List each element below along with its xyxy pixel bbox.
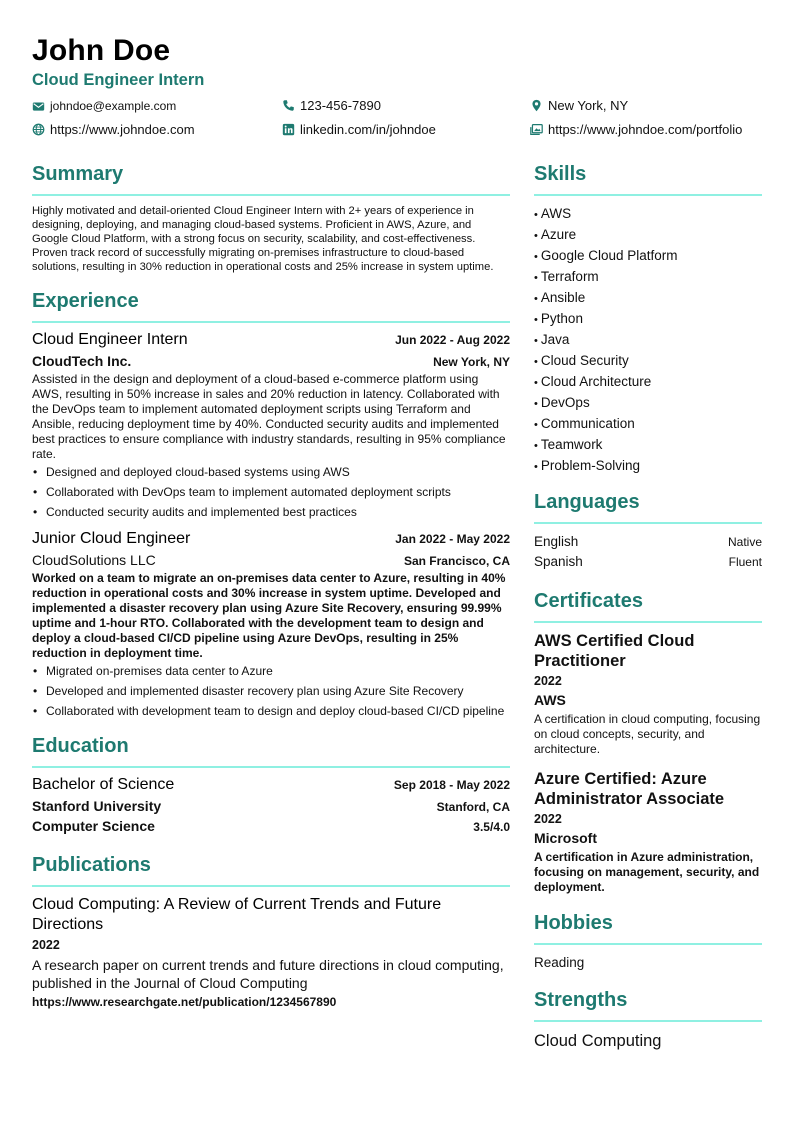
certificate-issuer: AWS: [534, 692, 566, 708]
bullet-icon: •: [534, 251, 541, 263]
skill-item: [534, 393, 762, 414]
bullet-icon: •: [534, 377, 541, 389]
certificate-title: Azure Certified: Azure Administrator Associate: [534, 770, 725, 808]
section-divider: [534, 522, 762, 524]
skills-list: [534, 204, 762, 477]
education-section: [32, 732, 510, 834]
language-name: Spanish: [534, 554, 583, 569]
skill-item: [534, 288, 762, 309]
experience-section: [32, 287, 510, 719]
skill-label: Teamwork: [540, 437, 603, 452]
section-divider: [32, 885, 510, 887]
section-divider: [534, 1020, 762, 1022]
skill-item: [534, 309, 762, 330]
left-column: [32, 160, 510, 1009]
contact-portfolio[interactable]: https://www.johndoe.com/portfolio: [530, 122, 742, 137]
list-item: • Migrated on-premises data center to Azure: [46, 664, 510, 679]
skill-item: [534, 246, 762, 267]
certificate-entry: [534, 631, 762, 757]
section-title: Summary: [32, 163, 124, 185]
section-title: Strengths: [534, 989, 628, 1011]
bullet-icon: •: [534, 419, 541, 431]
job-bullets: [32, 465, 510, 520]
skill-item: [534, 372, 762, 393]
school-location: Stanford, CA: [436, 800, 510, 814]
bullet-icon: •: [534, 440, 541, 452]
summary-section: [32, 160, 510, 274]
publications-section: [32, 851, 510, 1009]
contact-website[interactable]: https://www.johndoe.com: [32, 122, 195, 137]
degree: Bachelor of Science: [32, 776, 175, 793]
certificate-year: 2022: [534, 674, 562, 688]
summary-text: Highly motivated and detail-oriented Cloud Engineer Intern with 2+ years of experience in designing, deploying, and managing cloud-based systems. Proficient in AWS, Azure, and Google Cloud Platform, with a strong focus on security, scalability, and cost-effectiveness. Proven track record of successfully migrating on-premises infrastructure to cloud-based solutions, resulting in 30% reduction in operational costs and 25% increase in system uptime.: [32, 205, 494, 273]
bullet-icon: •: [534, 461, 541, 473]
bullet-icon: •: [534, 209, 541, 221]
certificate-year: 2022: [534, 812, 562, 826]
publication-title: Cloud Computing: A Review of Current Trends and Future Directions: [32, 896, 442, 933]
skill-label: Python: [540, 311, 583, 326]
right-column: [534, 160, 762, 1052]
bullet-icon: •: [534, 314, 541, 326]
contact-linkedin[interactable]: linkedin.com/in/johndoe: [282, 122, 436, 137]
hobbies-section: [534, 909, 762, 973]
skill-label: DevOps: [540, 395, 590, 410]
skill-label: Communication: [540, 416, 635, 431]
list-item: • Collaborated with DevOps team to implement automated deployment scripts: [46, 485, 510, 500]
school-name: Stanford University: [32, 798, 162, 814]
portfolio-icon: [530, 123, 543, 136]
certificate-description: A certification in cloud computing, focusing on cloud concepts, security, and architecture.: [534, 712, 761, 756]
skill-label: Cloud Architecture: [540, 374, 652, 389]
strengths-section: [534, 986, 762, 1052]
phone-icon: [282, 99, 295, 112]
section-divider: [32, 194, 510, 196]
bullet-icon: •: [534, 356, 541, 368]
contact-email[interactable]: johndoe@example.com: [32, 99, 176, 113]
language-level: Fluent: [728, 555, 762, 569]
bullet-icon: •: [534, 335, 541, 347]
job-bullets: [32, 664, 510, 719]
section-divider: [534, 194, 762, 196]
skill-label: AWS: [540, 206, 572, 221]
hobby-item: Reading: [534, 955, 585, 970]
bullet-icon: •: [534, 398, 541, 410]
certificate-entry: [534, 769, 762, 895]
envelope-icon: [32, 100, 45, 113]
publication-description: A research paper on current trends and future directions in cloud computing, published in the Journal of Cloud Computing: [32, 957, 504, 991]
section-title: Certificates: [534, 590, 643, 612]
skill-item: [534, 414, 762, 435]
job-dates: Jun 2022 - Aug 2022: [395, 333, 510, 347]
skill-label: Google Cloud Platform: [540, 248, 678, 263]
linkedin-icon: [282, 123, 295, 136]
job-company: CloudTech Inc.: [32, 353, 132, 369]
job-entry: [32, 530, 510, 719]
certificate-description: A certification in Azure administration, focusing on management, security, and deployment.: [534, 850, 760, 894]
section-divider: [534, 621, 762, 623]
contact-phone[interactable]: 123-456-7890: [282, 98, 381, 113]
section-title: Publications: [32, 854, 151, 876]
skill-item: [534, 225, 762, 246]
job-description: Assisted in the design and deployment of a cloud-based e-commerce platform using AWS, resulting in 50% increase in sales and 20% reduction in latency. Collaborated with the DevOps team to implement automated deployment scripts using Terraform and Ansible, reducing deployment time by 40%. Conducted security audits and implemented best practices to ensure compliance with industry standards, resulting in 95% compliance rate.: [32, 372, 506, 461]
skill-item: [534, 330, 762, 351]
skill-label: Ansible: [540, 290, 586, 305]
gpa: 3.5/4.0: [473, 820, 510, 834]
globe-icon: [32, 123, 45, 136]
education-dates: Sep 2018 - May 2022: [393, 778, 510, 792]
field-of-study: Computer Science: [32, 818, 155, 834]
section-divider: [534, 943, 762, 945]
publication-year: 2022: [32, 938, 60, 952]
job-dates: Jan 2022 - May 2022: [395, 532, 510, 546]
job-title: Junior Cloud Engineer: [32, 530, 191, 547]
candidate-role: Cloud Engineer Intern: [32, 71, 205, 89]
section-divider: [32, 321, 510, 323]
list-item: • Developed and implemented disaster recovery plan using Azure Site Recovery: [46, 684, 510, 699]
section-title: Skills: [534, 163, 587, 185]
bullet-icon: •: [534, 293, 541, 305]
skill-label: Problem-Solving: [540, 458, 640, 473]
job-company: CloudSolutions LLC: [32, 552, 156, 568]
job-location: San Francisco, CA: [403, 554, 510, 568]
job-title: Cloud Engineer Intern: [32, 331, 188, 348]
skill-item: [534, 435, 762, 456]
skill-label: Terraform: [540, 269, 599, 284]
bullet-icon: •: [534, 230, 541, 242]
certificates-section: [534, 587, 762, 895]
certificate-issuer: Microsoft: [534, 830, 597, 846]
languages-section: [534, 488, 762, 572]
contact-location: New York, NY: [530, 98, 628, 113]
skills-section: [534, 160, 762, 477]
list-item: • Conducted security audits and implemented best practices: [46, 505, 510, 520]
section-divider: [32, 766, 510, 768]
language-row: [534, 552, 762, 572]
publication-link[interactable]: https://www.researchgate.net/publication/1234567890: [32, 995, 337, 1009]
list-item: • Collaborated with development team to design and deploy cloud-based CI/CD pipeline: [46, 704, 510, 719]
job-description: Worked on a team to migrate an on-premises data center to Azure, resulting in 40% reduction in operational costs and 30% increase in system uptime. Developed and implemented a disaster recovery plan using Azure Site Recovery, ensuring 99.99% uptime and 1-hour RTO. Collaborated with the development team to design and deploy a cloud-based CI/CD pipeline using Azure DevOps, resulting in 25% reduction in deployment time.: [32, 571, 506, 660]
language-level: Native: [727, 535, 762, 549]
skill-label: Java: [540, 332, 570, 347]
list-item: • Designed and deployed cloud-based systems using AWS: [46, 465, 510, 480]
skill-item: [534, 204, 762, 225]
section-title: Hobbies: [534, 912, 613, 934]
section-title: Languages: [534, 491, 640, 513]
job-entry: [32, 331, 510, 520]
job-location: New York, NY: [433, 355, 510, 369]
section-title: Experience: [32, 290, 139, 312]
skill-item: [534, 351, 762, 372]
map-pin-icon: [530, 99, 543, 112]
skill-item: [534, 267, 762, 288]
strength-item: Cloud Computing: [534, 1032, 662, 1050]
certificate-title: AWS Certified Cloud Practitioner: [534, 632, 695, 670]
skill-item: [534, 456, 762, 477]
candidate-name: John Doe: [32, 34, 171, 67]
skill-label: Azure: [540, 227, 577, 242]
section-title: Education: [32, 735, 129, 757]
language-name: English: [534, 534, 579, 549]
skill-label: Cloud Security: [540, 353, 629, 368]
language-row: [534, 532, 762, 552]
bullet-icon: •: [534, 272, 541, 284]
